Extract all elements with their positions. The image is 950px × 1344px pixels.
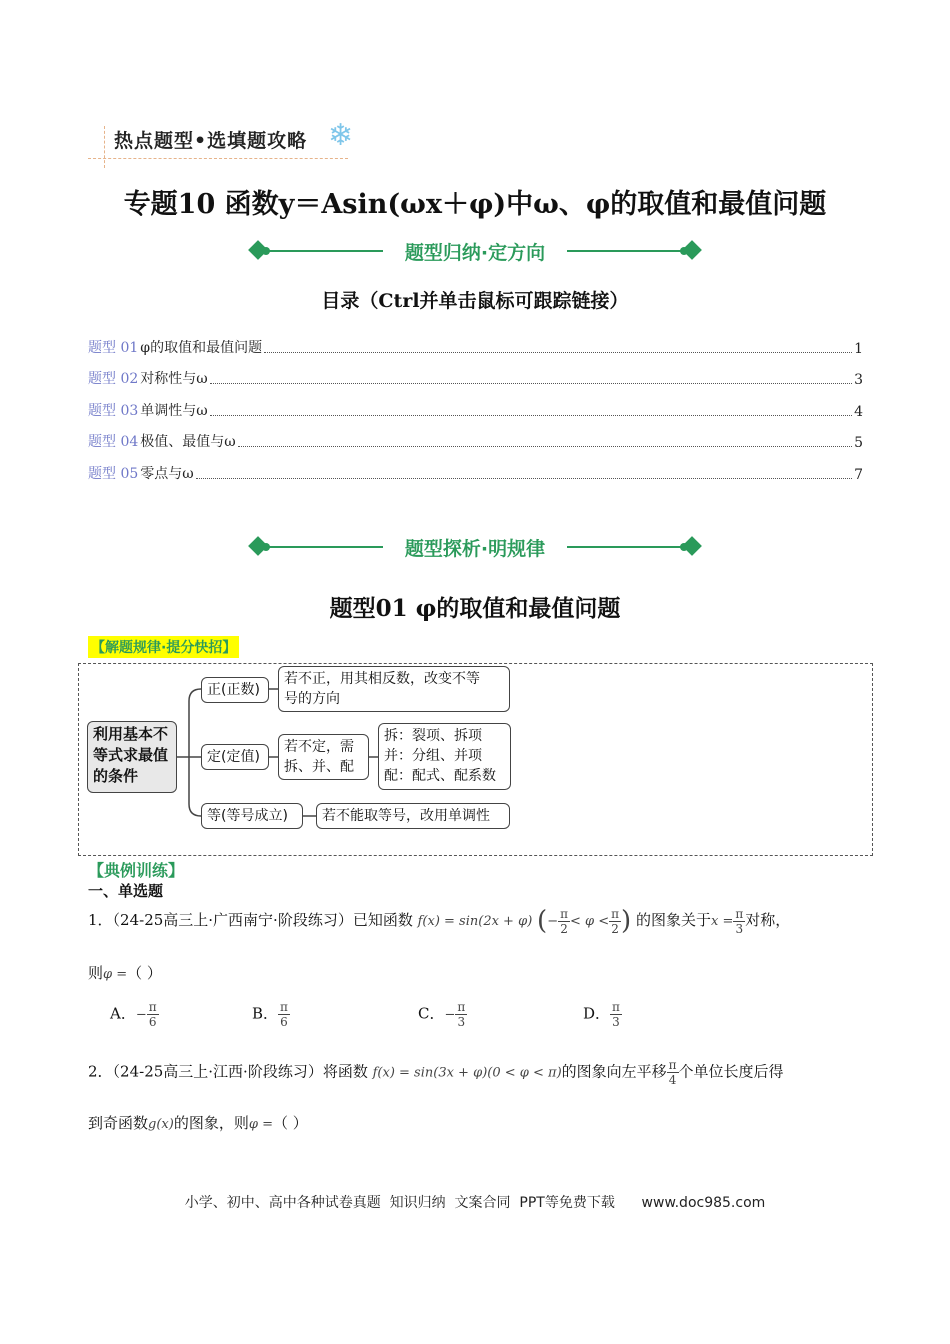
diagram-detail-line: 配：配式、配系数: [384, 768, 496, 784]
fraction-numerator: π: [668, 1058, 677, 1072]
question-text: 个单位长度后得: [678, 1062, 784, 1081]
diagram-root-line: 利用基本不: [93, 725, 169, 743]
toc-item-number[interactable]: 题型 03: [88, 402, 139, 419]
option-sign: −: [135, 1007, 147, 1023]
typical-training-tag: 【典例训练】: [88, 861, 185, 880]
phi-expression: φ =: [248, 1117, 273, 1132]
answer-paren: （ ）: [272, 1114, 308, 1132]
fraction-numerator: π: [611, 906, 620, 921]
question-source: （24-25高三上·江西·阶段练习）将函数: [112, 1062, 368, 1081]
toc-item-number[interactable]: 题型 05: [88, 465, 139, 482]
option-label: A．: [110, 1004, 136, 1023]
fraction: [455, 1000, 467, 1029]
question-2-line-1: [88, 1058, 784, 1087]
fraction-denominator: 3: [735, 921, 744, 936]
question-text: 的图象关于: [635, 911, 711, 929]
question-text: 对称，: [745, 911, 791, 929]
banner-label: 题型探析·明规律: [404, 538, 546, 560]
fraction-denominator: 3: [612, 1015, 620, 1029]
toc-item[interactable]: [88, 451, 863, 483]
page-footer: 小学、初中、高中各种试卷真题 知识归纳 文案合同 PPT等免费下载 www.doc985.com: [184, 1195, 766, 1211]
question-2-line-2: [88, 1112, 308, 1133]
fraction: [610, 1000, 622, 1029]
section-banner-2: [245, 532, 705, 562]
snowflake-icon: ❄: [328, 118, 354, 153]
fraction: [609, 907, 621, 936]
fraction-denominator: 2: [611, 921, 619, 936]
toc-leader-dots: [210, 415, 852, 416]
g-expression: g(x): [148, 1117, 174, 1132]
toc-item-number[interactable]: 题型 01: [88, 339, 139, 356]
fraction: [558, 907, 570, 936]
toc-item-name[interactable]: φ的取值和最值问题: [140, 339, 263, 356]
diagram-detail-line: 并：分组、并项: [384, 748, 482, 764]
fraction-denominator: 4: [668, 1073, 677, 1087]
diagram-note-equality: 若不能取等号，改用单调性: [316, 803, 510, 829]
toc-item-name[interactable]: 单调性与ω: [140, 402, 208, 419]
diagram-root-node: [87, 721, 177, 793]
fraction-denominator: 2: [560, 921, 568, 936]
toc-item-page[interactable]: 1: [854, 340, 863, 357]
toc-item-number[interactable]: 题型 04: [88, 434, 139, 450]
question-1-line-2: [88, 962, 162, 983]
question-source: （24-25高三上·广西南宁·阶段练习）已知函数: [112, 911, 413, 929]
fraction-numerator: π: [612, 1000, 620, 1014]
diagram-detail-line: 拆：裂项、拆项: [384, 728, 482, 744]
section-title: 题型01 φ的取值和最值问题: [329, 595, 621, 622]
question-text: 的图象，则: [173, 1114, 249, 1132]
toc-leader-dots: [238, 446, 852, 447]
diagram-note-line: 若不定，需: [284, 739, 354, 755]
diagram-root-line: 等式求最值: [93, 746, 169, 764]
toc-item-name[interactable]: 零点与ω: [140, 465, 194, 482]
diagram-note-line: 若不正，用其相反数，改变不等: [284, 671, 480, 687]
header-tag-text: 热点题型•选填题攻略: [114, 130, 308, 152]
fraction: [733, 907, 745, 936]
option-b[interactable]: [252, 1000, 290, 1029]
header-vertical-rule: [104, 126, 105, 168]
toc-item[interactable]: [88, 325, 863, 357]
banner-label: 题型归纳·定方向: [404, 242, 546, 264]
fraction-numerator: π: [457, 1000, 466, 1014]
toc-item-page[interactable]: 4: [854, 403, 863, 420]
toc-leader-dots: [264, 352, 852, 353]
question-text: 到奇函数: [88, 1114, 149, 1132]
diagram-root-line: 的条件: [93, 767, 139, 785]
diagram-node-positive: 正(正数): [201, 677, 269, 703]
option-label: D．: [583, 1004, 611, 1023]
left-paren: (: [537, 906, 548, 936]
toc-item-name[interactable]: 对称性与ω: [140, 371, 208, 387]
axis-expression: x =: [711, 914, 734, 929]
right-paren: ): [621, 906, 632, 936]
fraction: [278, 1000, 290, 1029]
function-expression: f(x) = sin(3x + φ)(0 < φ < π): [372, 1065, 562, 1081]
diagram-node-constant: 定(定值): [201, 744, 269, 770]
condition-middle: < φ <: [570, 914, 610, 929]
option-d[interactable]: [583, 1000, 622, 1029]
page-title: 专题10 函数y＝Asin(ωx＋φ)中ω、φ的取值和最值问题: [123, 189, 827, 220]
fraction: [667, 1058, 679, 1087]
diagram-note-constant: [278, 734, 369, 780]
toc-item[interactable]: [88, 388, 863, 420]
diagram-detail-constant: [378, 723, 511, 790]
toc-item[interactable]: [88, 420, 863, 452]
header-tag: [88, 118, 378, 170]
toc-item-page[interactable]: 7: [854, 466, 863, 483]
header-horizontal-rule: [88, 158, 348, 159]
option-label: C．: [418, 1004, 445, 1023]
fraction-numerator: π: [280, 1000, 288, 1014]
toc-item-page[interactable]: 5: [854, 435, 863, 451]
fraction-numerator: π: [148, 1000, 157, 1014]
toc-title: 目录（Ctrl并单击鼠标可跟踪链接）: [321, 290, 629, 312]
fraction-numerator: π: [735, 906, 744, 921]
toc-leader-dots: [196, 478, 852, 479]
function-expression: f(x) = sin(2x + φ): [417, 914, 533, 929]
question-number: 2．: [88, 1062, 113, 1081]
toc-item[interactable]: [88, 357, 863, 389]
diagram-note-positive: [278, 666, 510, 712]
diagram-note-line: 拆、并、配: [284, 759, 354, 775]
question-text: 的图象向左平移: [561, 1062, 667, 1081]
question-1-line-1: [88, 906, 790, 936]
toc-item-page[interactable]: 3: [854, 372, 863, 388]
condition-sign: −: [547, 914, 559, 929]
question-number: 1．: [88, 911, 113, 929]
fraction-numerator: π: [560, 906, 568, 921]
table-of-contents: [88, 325, 863, 483]
rule-tag: 【解题规律·提分快招】: [88, 636, 239, 658]
answer-paren: （ ）: [127, 964, 162, 982]
question-text: 则: [88, 964, 104, 982]
fraction-denominator: 6: [280, 1015, 288, 1029]
concept-diagram: [78, 663, 873, 856]
fraction: [147, 1000, 159, 1029]
toc-item-number[interactable]: 题型 02: [88, 371, 139, 387]
diagram-note-line: 号的方向: [284, 691, 340, 707]
question-type-label: 一、单选题: [88, 882, 164, 900]
option-sign: −: [444, 1007, 456, 1023]
phi-expression: φ =: [103, 967, 128, 982]
diagram-node-equality: 等(等号成立): [201, 803, 303, 829]
toc-item-name[interactable]: 极值、最值与ω: [140, 434, 236, 450]
option-label: B．: [252, 1004, 279, 1023]
toc-leader-dots: [210, 383, 852, 384]
option-a[interactable]: [110, 1000, 159, 1029]
section-banner-1: [245, 236, 705, 266]
option-c[interactable]: [418, 1000, 467, 1029]
fraction-denominator: 6: [148, 1015, 157, 1029]
fraction-denominator: 3: [457, 1015, 466, 1029]
